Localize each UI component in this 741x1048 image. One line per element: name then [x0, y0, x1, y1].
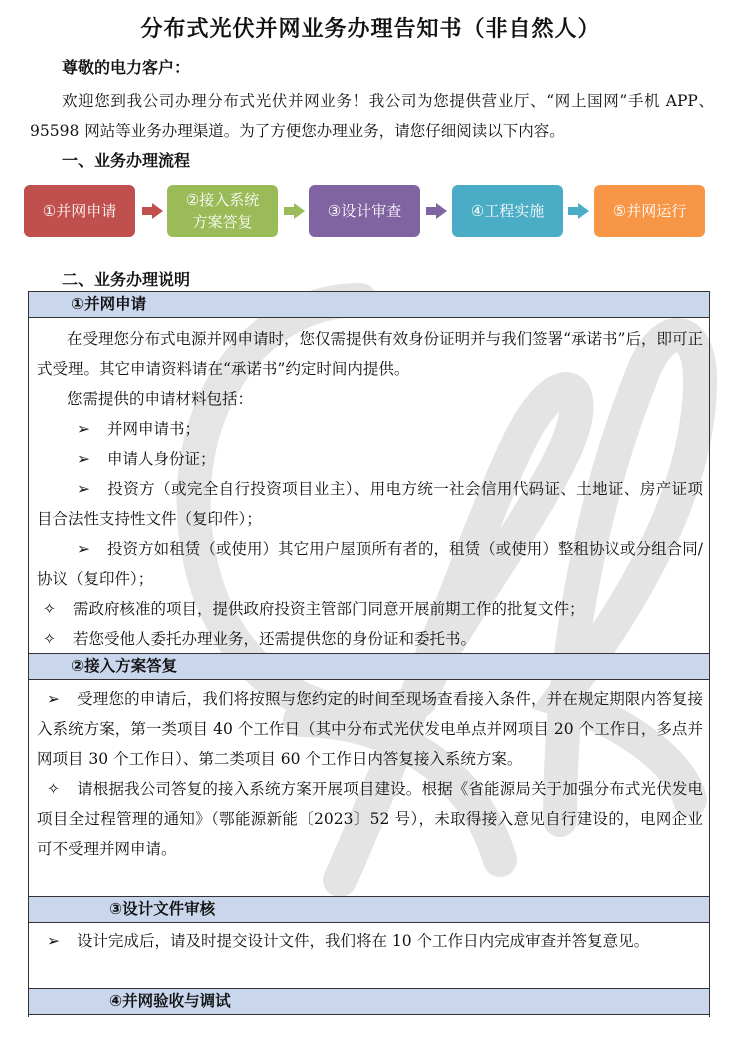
flow-arrow-icon: [142, 203, 164, 219]
diamond-bullet-icon: ✧: [43, 630, 56, 648]
flow-step-access-plan-line1: ②接入系统: [185, 191, 260, 209]
flow-step-construction: ④工程实施: [452, 185, 563, 237]
list-item: ➢ 并网申请书；: [37, 414, 703, 444]
block-header-apply: ①并网申请: [29, 291, 709, 318]
flow-step-access-plan: [167, 185, 278, 237]
section-heading-process: 一、业务办理流程: [62, 151, 191, 170]
arrow-bullet-icon: ➢: [77, 480, 90, 498]
arrow-bullet-icon: ➢: [77, 420, 90, 438]
flow-step-access-plan-line2: 方案答复: [192, 213, 253, 231]
block-body-design-review: [37, 926, 703, 956]
greeting: 尊敬的电力客户：: [62, 58, 191, 77]
list-item: ➢ 申请人身份证；: [37, 444, 703, 474]
process-flow: [24, 185, 714, 239]
list-item: ➢ 投资方如租赁（或使用）其它用户屋顶所有者的，租赁（或使用）整租协议或分组合同/协议（复印件）；: [37, 534, 703, 594]
block-header-design-review: ③设计文件审核: [29, 896, 709, 923]
block-header-acceptance: ④并网验收与调试: [29, 988, 709, 1015]
section-heading-explanation: 二、业务办理说明: [62, 270, 191, 289]
flow-arrow-icon: [284, 203, 306, 219]
block-paragraph: 您需提供的申请材料包括：: [67, 390, 254, 408]
flow-step-grid-operation: ⑤并网运行: [594, 185, 705, 237]
block-body-access-plan: [37, 684, 703, 864]
block-paragraph: ➢ 受理您的申请后，我们将按照与您约定的时间至现场查看接入条件，并在规定期限内答复接入系统方案，第一类项目 40 个工作日（其中分布式光伏发电单点并网项目 20 个工作日，多点并网项目 30 个工作日）、第二类项目 60 个工作日内答复接入系统方案。: [37, 684, 703, 774]
block-paragraph: 在受理您分布式电源并网申请时，您仅需提供有效身份证明并与我们签署“承诺书”后，即可正式受理。其它申请资料请在“承诺书”约定时间内提供。: [37, 330, 703, 378]
block-body-apply: [37, 324, 703, 654]
flow-step-apply: ①并网申请: [24, 185, 135, 237]
diamond-bullet-icon: ✧: [43, 600, 56, 618]
intro-paragraph: 欢迎您到我公司办理分布式光伏并网业务！我公司为您提供营业厅、“网上国网”手机 APP、95598 网站等业务办理渠道。为了方便您办理业务，请您仔细阅读以下内容。: [30, 92, 714, 140]
flow-arrow-icon: [426, 203, 448, 219]
block-paragraph: ✧ 请根据我公司答复的接入系统方案开展项目建设。根据《省能源局关于加强分布式光伏发电项目全过程管理的通知》（鄂能源新能〔2023〕52 号），未取得接入意见自行建设的，电网企业可不受理并网申请。: [37, 774, 703, 864]
arrow-bullet-icon: ➢: [77, 450, 90, 468]
block-paragraph: ➢ 设计完成后，请及时提交设计文件，我们将在 10 个工作日内完成审查并答复意见。: [37, 926, 703, 956]
document-title: 分布式光伏并网业务办理告知书（非自然人）: [140, 17, 601, 42]
arrow-bullet-icon: ➢: [47, 690, 60, 708]
note-item: ✧ 若您受他人委托办理业务，还需提供您的身份证和委托书。: [37, 624, 703, 654]
flow-arrow-icon: [568, 203, 590, 219]
explanation-table: [28, 291, 710, 1017]
list-item: ➢ 投资方（或完全自行投资项目业主）、用电方统一社会信用代码证、土地证、房产证项目合法性支持性文件（复印件）；: [37, 474, 703, 534]
diamond-bullet-icon: ✧: [47, 780, 60, 798]
block-header-access-plan: ②接入方案答复: [29, 653, 709, 680]
note-item: ✧ 需政府核准的项目，提供政府投资主管部门同意开展前期工作的批复文件；: [37, 594, 703, 624]
arrow-bullet-icon: ➢: [77, 540, 90, 558]
arrow-bullet-icon: ➢: [47, 932, 60, 950]
flow-step-design-review: ③设计审查: [309, 185, 420, 237]
